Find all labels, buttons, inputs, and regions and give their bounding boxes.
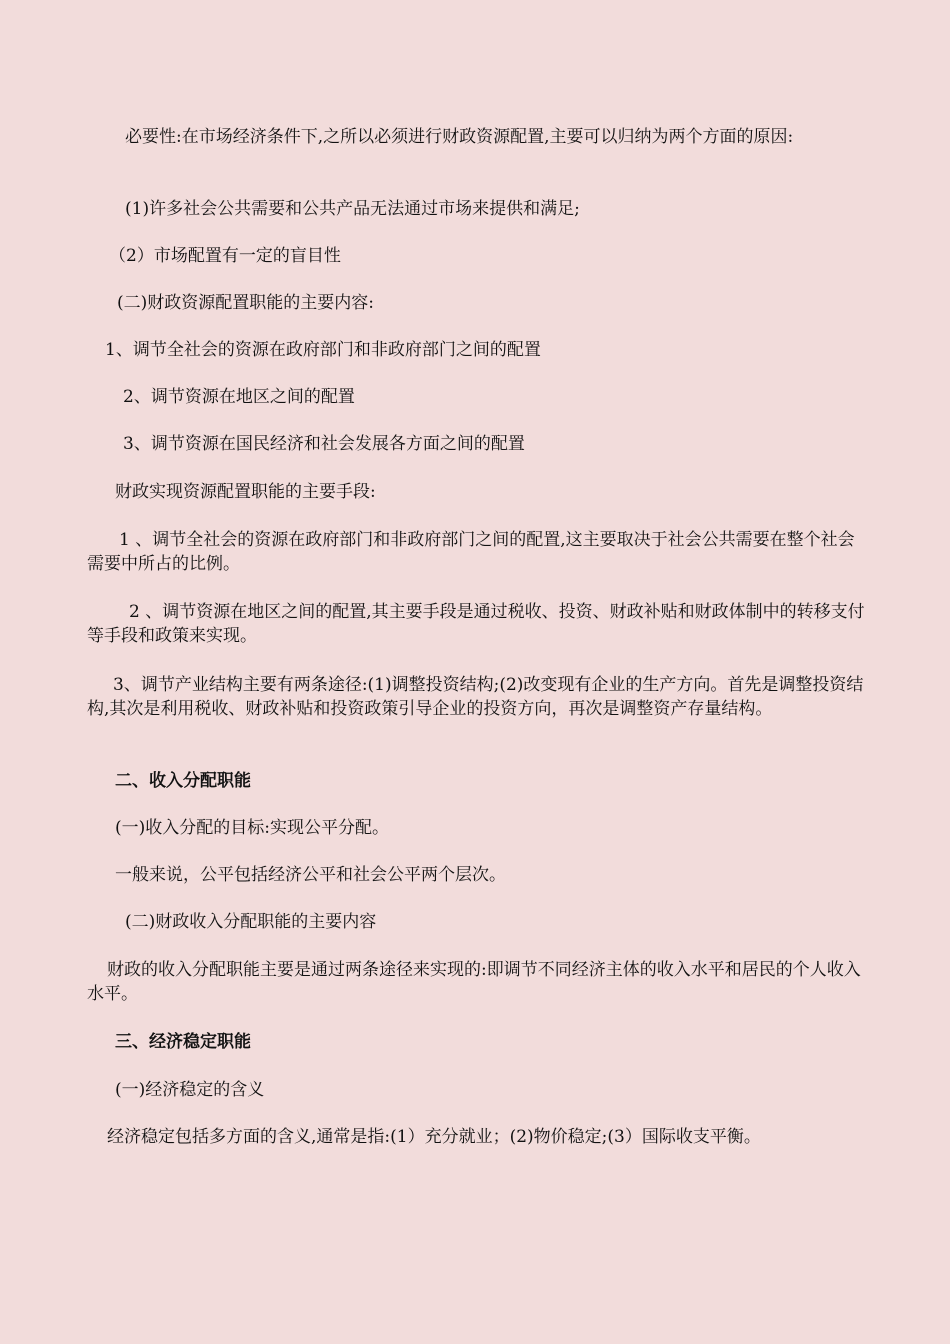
paragraph-necessity-1: (1)许多社会公共需要和公共产品无法通过市场来提供和满足;: [125, 199, 580, 219]
paragraph-means-title: 财政实现资源配置职能的主要手段:: [115, 482, 376, 502]
section-heading-economic-stability: 三、经济稳定职能: [115, 1032, 251, 1052]
paragraph-income-goal: (一)收入分配的目标:实现公平分配。: [115, 818, 389, 838]
paragraph-content-2: 2、调节资源在地区之间的配置: [123, 387, 355, 407]
paragraph-stability-meaning-title: (一)经济稳定的含义: [115, 1080, 265, 1100]
paragraph-means-2: 2 、调节资源在地区之间的配置,其主要手段是通过税收、投资、财政补贴和财政体制中的转移支付等手段和政策来实现。: [87, 602, 865, 646]
paragraph-income-fairness: 一般来说，公平包括经济公平和社会公平两个层次。: [115, 865, 506, 885]
paragraph-necessity-2: （2）市场配置有一定的盲目性: [109, 246, 341, 266]
paragraph-means-3: 3、调节产业结构主要有两条途径:(1)调整投资结构;(2)改变现有企业的生产方向。首先是调整投资结构,其次是利用税收、财政补贴和投资政策引导企业的投资方向，再次是调整资产存量结构。: [87, 675, 864, 719]
paragraph-stability-meaning: 经济稳定包括多方面的含义,通常是指:(1）充分就业；(2)物价稳定;(3）国际收支平衡。: [107, 1127, 761, 1147]
paragraph-content-3: 3、调节资源在国民经济和社会发展各方面之间的配置: [123, 434, 525, 454]
paragraph-income-content-title: (二)财政收入分配职能的主要内容: [125, 912, 377, 932]
section-heading-income-distribution: 二、收入分配职能: [115, 771, 251, 791]
paragraph-means-1: 1 、调节全社会的资源在政府部门和非政府部门之间的配置,这主要取决于社会公共需要在整个社会需要中所占的比例。: [87, 530, 855, 574]
paragraph-income-content: 财政的收入分配职能主要是通过两条途径来实现的:即调节不同经济主体的收入水平和居民的个人收入水平。: [87, 960, 861, 1004]
paragraph-content-title: (二)财政资源配置职能的主要内容:: [117, 293, 374, 313]
paragraph-necessity-intro: 必要性:在市场经济条件下,之所以必须进行财政资源配置,主要可以归纳为两个方面的原因:: [125, 127, 794, 147]
paragraph-content-1: 1、调节全社会的资源在政府部门和非政府部门之间的配置: [105, 340, 541, 360]
